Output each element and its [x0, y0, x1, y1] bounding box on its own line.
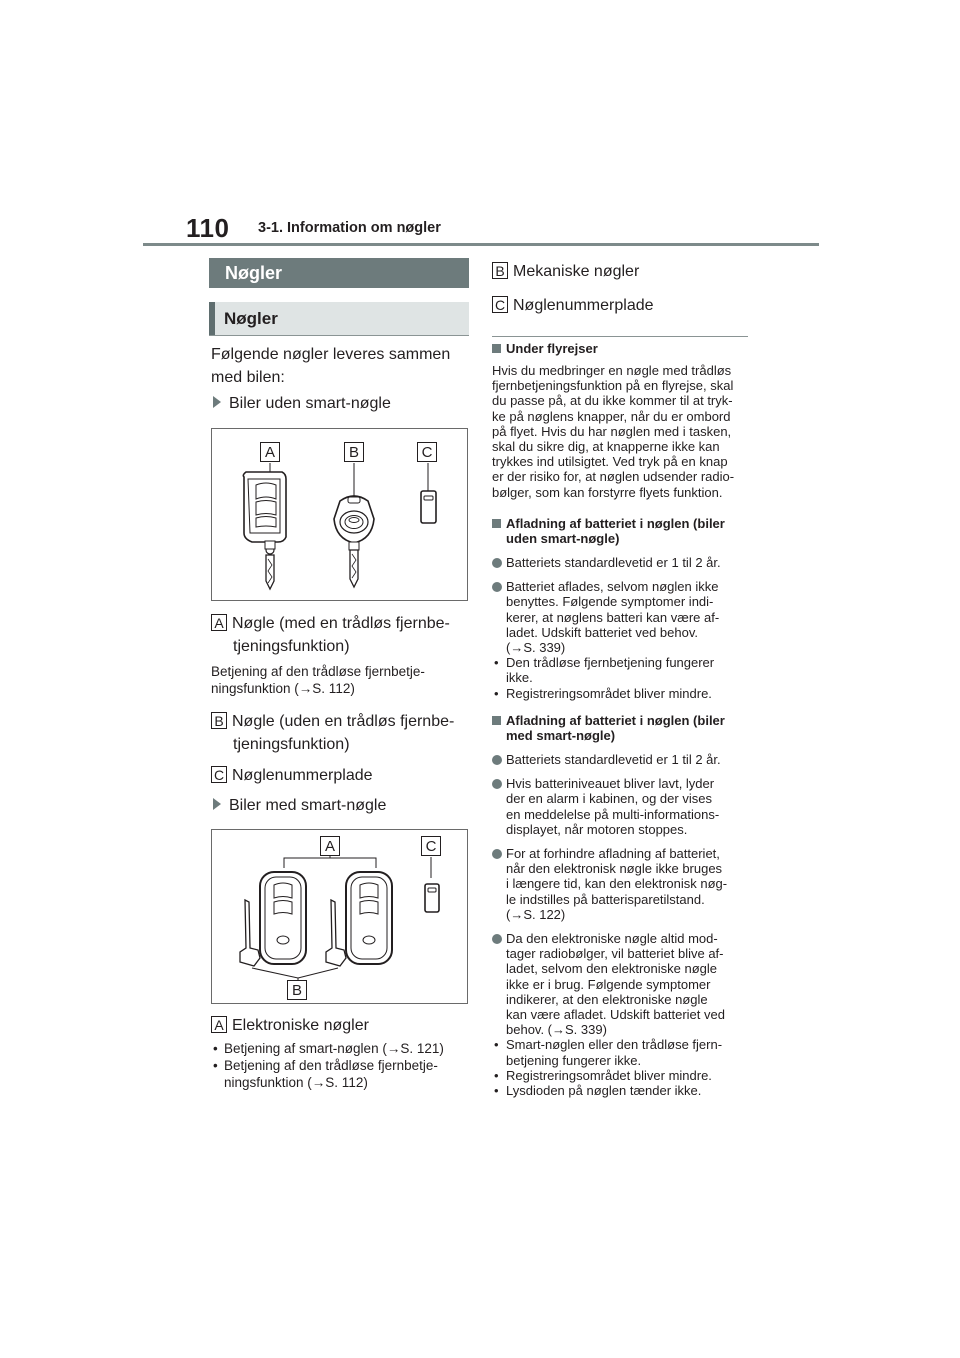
discharge-smart-key-section: [492, 713, 750, 1098]
smart-key-icon: [326, 872, 392, 966]
letter-box-b: B: [492, 262, 508, 279]
bullet-item: • Betjening af smart-nøglen (→S. 121): [213, 1041, 444, 1056]
triangle-icon: [213, 798, 221, 810]
square-bullet-icon: [492, 519, 501, 528]
item-c-plate: C Nøglenummerplade: [211, 764, 471, 787]
circle-bullet-icon: [492, 934, 502, 944]
triangle-icon: [213, 396, 221, 408]
list-item: Batteriets standardlevetid er 1 til 2 år.: [492, 752, 750, 767]
item-b-mechanical-keys: B Mekaniske nøgler: [492, 260, 639, 283]
item-c-number-plate: C Nøglenummerplade: [492, 294, 654, 317]
figure-label-a: A: [320, 836, 340, 856]
discharge2-title: Afladning af batteriet i nøglen (biler med smart-nøgle): [492, 713, 750, 743]
group2-heading: Biler med smart-nøgle: [213, 794, 386, 817]
mechanical-key-icon: [334, 496, 374, 587]
figure-label-a: A: [260, 442, 280, 462]
intro-text: Følgende nøgler leveres sammen med bilen:: [211, 346, 451, 386]
list-item: Hvis batteriniveauet bliver lavt, lyder der en alarm i kabinen, og der vises en meddelelse på multi-informations- displayet, når motoren stoppes.: [492, 776, 750, 837]
letter-box-c: C: [492, 296, 508, 313]
figure-label-b: B: [287, 980, 307, 1000]
circle-bullet-icon: [492, 779, 502, 789]
item-a-remote-key: A Nøgle (med en trådløs fjernbe- tjeningsfunktion): [211, 612, 471, 658]
keys-illustration: [212, 429, 467, 600]
section-title: Nøgler: [209, 258, 469, 288]
smart-key-icon: [240, 872, 306, 966]
list-item: • Den trådløse fjernbetjening fungerer ikke.: [494, 655, 715, 686]
circle-bullet-icon: [492, 582, 502, 592]
square-bullet-icon: [492, 344, 501, 353]
figure-electronic-keys: [211, 829, 468, 1004]
list-item: • Lysdioden på nøglen tænder ikke.: [494, 1083, 702, 1099]
list-item: Batteriet aflades, selvom nøglen ikke benyttes. Følgende symptomer indi- kerer, at nøglens batteri kan være af- ladet. Udskift batteriet ved behov. (→S. 339): [492, 579, 750, 655]
electronic-keys-bullets: • Betjening af smart-nøglen (→S. 121) • Betjening af den trådløse fjernbetje- ningsfunktion (→S. 112): [211, 1040, 476, 1091]
flight-section: [492, 341, 750, 500]
item-a-note: Betjening af den trådløse fjernbetje- ningsfunktion (→S. 112): [211, 664, 425, 696]
square-bullet-icon: [492, 716, 501, 725]
right-divider: [492, 336, 748, 337]
flight-text: Hvis du medbringer en nøgle med trådløs fjernbetjeningsfunktion på en flyrejse, skal du passe på, at du ikke kommer til at tryk- ke på nøglens knapper, når du er ombord på flyet. Hvis du har nøglen med i tasken, skal du sikre dig, at knapperne ikke kan trykkes ind utilsigtet. Ved tryk på en knap er der risiko for, at nøglen udsender radio- bølger, som kan forstyrre flyets funktion.: [492, 363, 735, 500]
circle-bullet-icon: [492, 849, 502, 859]
figure-keys-without-smart-key: [211, 428, 468, 601]
discharge1-title: Afladning af batteriet i nøglen (biler uden smart-nøgle): [492, 516, 750, 546]
subsection-title: Nøgler: [209, 302, 469, 335]
list-item: Batteriets standardlevetid er 1 til 2 år.: [492, 555, 750, 570]
remote-key-icon: [243, 472, 286, 589]
chapter-title: 3-1. Information om nøgler: [258, 220, 441, 236]
electronic-keys-illustration: [212, 830, 467, 1003]
figure-label-c: C: [417, 442, 437, 462]
list-item: • Smart-nøglen eller den trådløse fjern- betjening fungerer ikke.: [494, 1037, 723, 1068]
header-rule: [143, 243, 819, 246]
list-item: Da den elektroniske nøgle altid mod- tager radiobølger, vil batteriet blive af- ladet, selvom den elektroniske nøgle ikke er i brug. Følgende symptomer indikerer, at den elektroniske nøgle kan være afladet. Udskift batteriet ved behov. (→S. 339): [492, 931, 750, 1037]
circle-bullet-icon: [492, 755, 502, 765]
key-number-plate-icon: [421, 491, 436, 523]
figure-label-b: B: [344, 442, 364, 462]
item-b-key: B Nøgle (uden en trådløs fjernbe- tjeningsfunktion): [211, 710, 471, 756]
figure-label-c: C: [421, 836, 441, 856]
letter-box-a: A: [211, 1016, 227, 1033]
letter-box-a: A: [211, 614, 227, 631]
page-number: 110: [186, 213, 230, 243]
discharge-no-smart-key-section: [492, 516, 750, 701]
flight-title: Under flyrejser: [492, 341, 750, 356]
item-a-electronic-keys: A Elektroniske nøgler: [211, 1014, 471, 1037]
key-number-plate-icon: [425, 884, 439, 912]
letter-box-c: C: [211, 766, 227, 783]
list-item: For at forhindre afladning af batteriet, når den elektronisk nøgle ikke bruges i længere tid, kan den elektronisk nøg- le indstilles på batterisparetilstand. (→S. 122): [492, 846, 750, 922]
subsection-rule: [209, 335, 469, 336]
group1-heading: Biler uden smart-nøgle: [213, 392, 391, 415]
circle-bullet-icon: [492, 558, 502, 568]
letter-box-b: B: [211, 712, 227, 729]
list-item: • Registreringsområdet bliver mindre.: [494, 1067, 712, 1083]
bullet-item: • Betjening af den trådløse fjernbetje-: [213, 1058, 438, 1073]
list-item: • Registreringsområdet bliver mindre.: [494, 685, 712, 701]
